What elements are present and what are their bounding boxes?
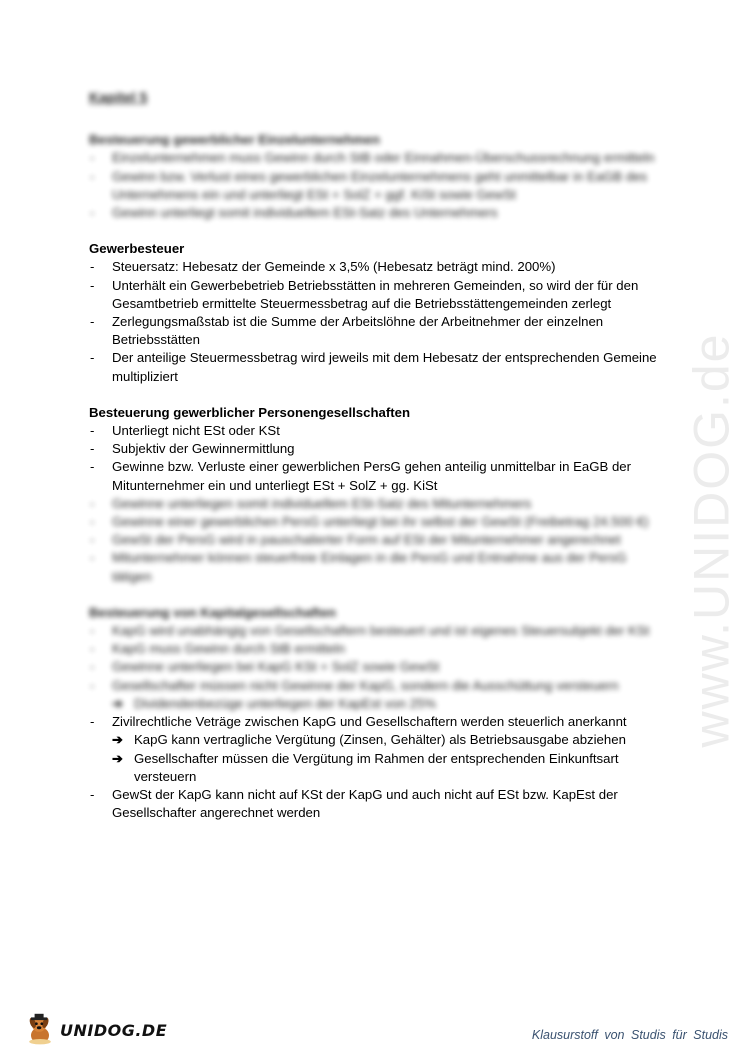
list-item xyxy=(89,713,669,786)
bullet-list-blurred xyxy=(89,495,669,586)
right-arrow-icon: ➔ xyxy=(112,750,124,766)
dog-icon xyxy=(22,1012,58,1048)
list-item: - Der anteilige Steuermessbetrag wird jeweils mit dem Hebesatz der entsprechenden Gemeine multipliziert xyxy=(89,349,669,385)
section-title: Besteuerung von Kapitalgesellschaften xyxy=(89,604,336,620)
sub-list xyxy=(112,695,669,713)
list-item: - Subjektiv der Gewinnermittlung xyxy=(89,440,669,458)
list-item: - Gewinne einer gewerblichen PersG unterliegt bei ihr selbst der GewSt (Freibetrag 24.500 €) xyxy=(89,513,669,531)
sub-list-item xyxy=(89,731,669,749)
list-item xyxy=(89,677,669,713)
chapter-title: Kapitel 5 xyxy=(89,89,148,105)
list-item: - Gewinn bzw. Verlust eines gewerblichen Einzelunternehmens geht unmittelbar in EaGB des Unternehmens ein und unterliegt ESt + SolZ + ggf. KiSt sowie GewSt xyxy=(89,168,669,204)
section-einzelunternehmen xyxy=(89,131,669,222)
list-item: - Steuersatz: Hebesatz der Gemeinde x 3,5% (Hebesatz beträgt mind. 200%) xyxy=(89,258,669,276)
document-content xyxy=(89,88,669,840)
list-item: - Einzelunternehmen muss Gewinn durch StB oder Einnahmen-Überschussrechnung ermitteln xyxy=(89,149,669,167)
list-item: - KapG wird unabhängig von Gesellschaftern besteuert und ist eigenes Steuersubjekt der KSt xyxy=(89,622,669,640)
watermark-text: www.UNIDOG.de xyxy=(683,332,739,748)
bullet-list xyxy=(89,149,669,222)
list-item: - Unterhält ein Gewerbebetrieb Betriebsstätten in mehreren Gemeinden, so wird der für den Gesamtbetrieb ermittelte Steuermessbetrag auf die Betriebsstättengemeinden zerlegt xyxy=(89,277,669,313)
list-item: - Gewinne unterliegen somit individuellem ESt-Satz des Mitunternehmers xyxy=(89,495,669,513)
logo-text: UNIDOG.DE xyxy=(60,1020,168,1040)
footer-tagline: Klausurstoff von Studis für Studis xyxy=(531,1028,728,1042)
list-item: - KapG muss Gewinn durch StB ermitteln xyxy=(89,640,669,658)
sub-list-item-text: Gesellschafter müssen die Vergütung im Rahmen der entsprechenden Einkunftsart versteuern xyxy=(134,750,619,784)
watermark xyxy=(661,300,750,780)
sub-list xyxy=(89,731,669,786)
list-item: - Gewinne bzw. Verluste einer gewerblichen PersG gehen anteilig unmittelbar in EaGB der Mitunternehmer ein und unterliegt ESt + SolZ + gg. KiSt xyxy=(89,458,669,494)
bullet-list xyxy=(89,713,669,822)
list-item-text: Gesellschafter müssen nicht Gewinne der KapG, sondern die Ausschüttung versteuern xyxy=(112,677,619,693)
sub-list-item xyxy=(89,750,669,786)
section-gewerbesteuer xyxy=(89,240,669,386)
right-arrow-icon: ➔ xyxy=(112,732,124,748)
section-kapitalgesellschaften xyxy=(89,604,669,822)
list-item: - GewSt der KapG kann nicht auf KSt der KapG und auch nicht auf ESt bzw. KapEst der Gesellschafter angerechnet werden xyxy=(89,786,669,822)
list-item: - Gewinne unterliegen bei KapG KSt + SolZ sowie GewSt xyxy=(89,658,669,676)
section-title: Besteuerung gewerblicher Personengesellschaften xyxy=(89,404,411,420)
list-item: - Mitunternehmer können steuerfreie Einlagen in die PersG und Entnahme aus der PersG tätigen xyxy=(89,549,669,585)
section-title: Besteuerung gewerblicher Einzelunternehmen xyxy=(89,132,380,148)
bullet-list xyxy=(89,258,669,385)
sub-list-item-text: Dividendenbezüge unterliegen der KapEst von 25% xyxy=(134,695,437,711)
bullet-list xyxy=(89,422,669,495)
section-title: Gewerbesteuer xyxy=(89,241,185,257)
bullet-list-blurred xyxy=(89,622,669,713)
list-item: - Gewinn unterliegt somit individuellem ESt-Satz des Unternehmers xyxy=(89,204,669,222)
section-personengesellschaften xyxy=(89,404,669,586)
sub-list-item xyxy=(112,695,669,713)
list-item: - Zerlegungsmaßstab ist die Summe der Arbeitslöhne der Arbeitnehmer der einzelnen Betriebsstätten xyxy=(89,313,669,349)
footer-logo xyxy=(22,1010,167,1050)
right-arrow-icon: ➔ xyxy=(112,695,124,711)
list-item-text: Zivilrechtliche Veträge zwischen KapG und Gesellschaftern werden steuerlich anerkannt xyxy=(112,714,627,730)
list-item: - Unterliegt nicht ESt oder KSt xyxy=(89,422,669,440)
list-item: - GewSt der PersG wird in pauschalierter Form auf ESt der Mitunternehmer angerechnet xyxy=(89,531,669,549)
sub-list-item-text: KapG kann vertragliche Vergütung (Zinsen, Gehälter) als Betriebsausgabe abziehen xyxy=(134,732,626,748)
